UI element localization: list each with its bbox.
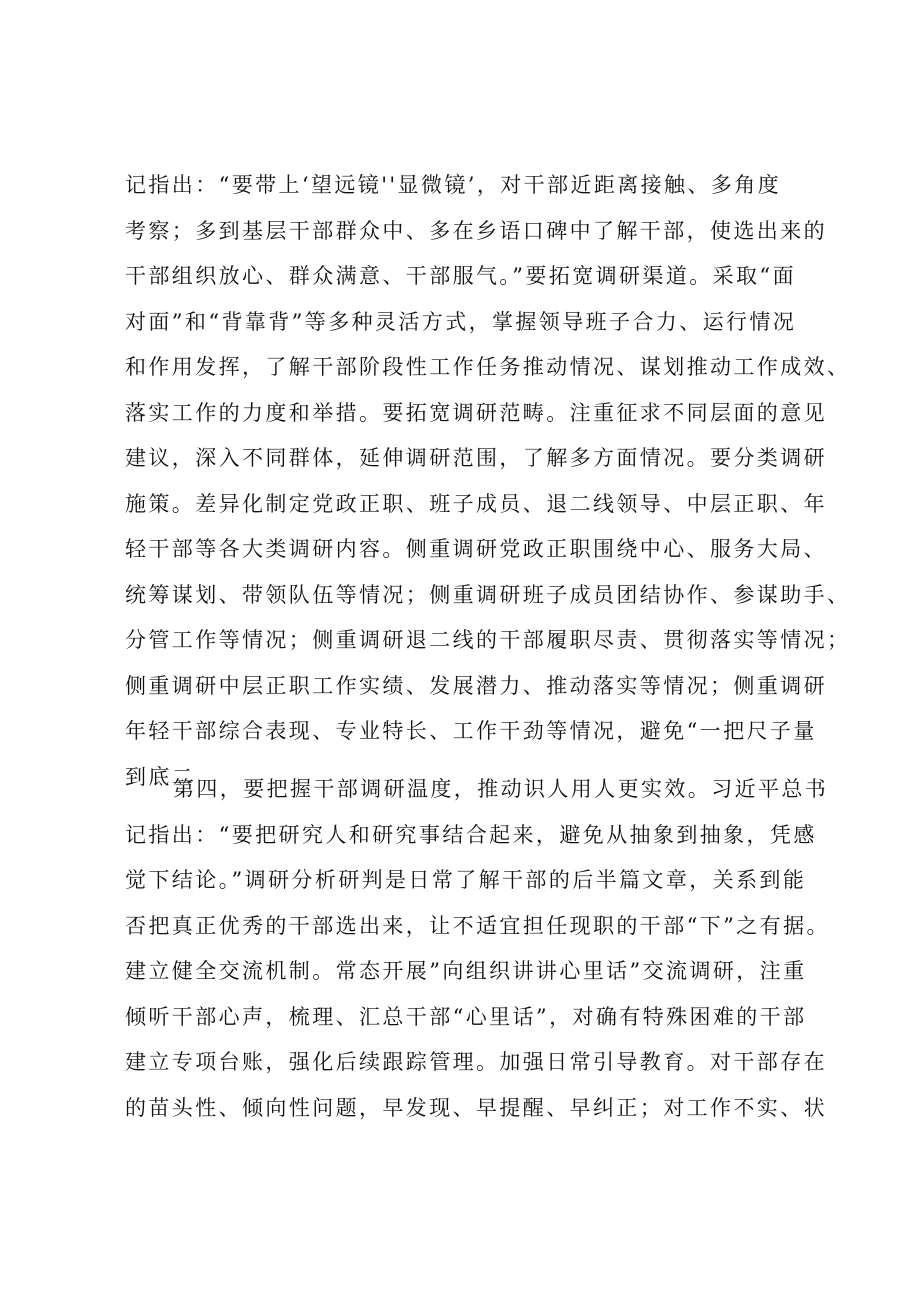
text-line: 建立专项台账，强化后续跟踪管理。加强日常引导教育。对干部存在: [125, 1050, 827, 1074]
text-line: 倾听干部心声，梳理、汇总干部“心里话”，对确有特殊困难的干部: [125, 1004, 807, 1029]
text-line: 建立健全交流机制。常态开展”向组织讲讲心里话”交流调研，注重: [125, 959, 807, 983]
text-line: 考察；多到基层干部群众中、多在乡语口碑中了解干部，使选出来的: [125, 218, 827, 243]
paragraph-continued: [125, 163, 851, 800]
text-line: 和作用发挥，了解干部阶段性工作任务推动情况、谋划推动工作成效、: [125, 355, 851, 379]
text-line: 建议，深入不同群体，延伸调研范围，了解多方面情况。要分类调研: [125, 446, 827, 470]
text-line: 对面”和“背靠背”等多种灵活方式，掌握领导班子合力、运行情况: [125, 309, 797, 334]
text-line: 侧重调研中层正职工作实绩、发展潜力、推动落实等情况；侧重调研: [125, 673, 827, 698]
text-line: 到底二: [125, 764, 196, 789]
text-line: 年轻干部综合表现、专业特长、工作干劲等情况，避免“一把尺子量: [125, 719, 817, 743]
paragraph-fourth: [125, 767, 830, 1131]
text-line: 否把真正优秀的干部选出来，让不适宜担任现职的干部“下”之有据。: [125, 913, 830, 938]
text-line: 统筹谋划、带领队伍等情况；侧重调研班子成员团结协作、参谋助手、: [125, 582, 851, 607]
text-line: 记指出：“要带上‘望远镜''显微镜’，对干部近距离接触、多角度: [125, 173, 782, 197]
text-line: 记指出：“要把研究人和研究事结合起来，避免从抽象到抽象，凭感: [125, 822, 817, 847]
text-line: 的苗头性、倾向性问题，早发现、早提醒、早纠正；对工作不实、状: [125, 1095, 827, 1120]
text-line: 轻干部等各大类调研内容。侧重调研党政正职围绕中心、服务大局、: [125, 537, 827, 561]
text-line-first: 第四，要把握干部调研温度，推动识人用人更实效。习近平总书: [173, 777, 829, 801]
text-line: 施策。差异化制定党政正职、班子成员、退二线领导、中层正职、年: [125, 491, 827, 516]
text-line: 落实工作的力度和举措。要拓宽调研范畴。注重征求不同层面的意见: [125, 400, 827, 425]
text-line: 觉下结论。”调研分析研判是日常了解干部的后半篇文章，关系到能: [125, 868, 807, 892]
text-line: 分管工作等情况；侧重调研退二线的干部履职尽责、贯彻落实等情况；: [125, 628, 851, 652]
text-line: 干部组织放心、群众满意、干部服气。”要拓宽调研渠道。采取“面: [125, 264, 796, 288]
